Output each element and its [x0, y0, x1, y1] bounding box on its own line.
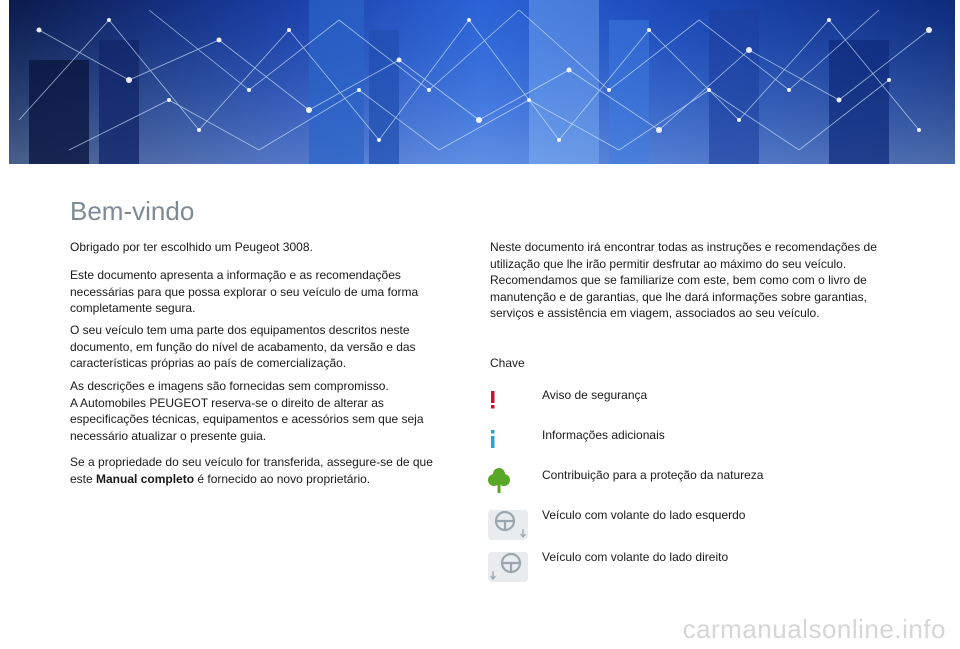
legend-item-nature-protection: [487, 467, 907, 507]
disclaimer-line-1: As descrições e imagens são fornecidas sem compromisso.: [70, 379, 389, 393]
legend-item-right-hand-drive: [487, 549, 907, 589]
disclaimer-line-2: A Automobiles PEUGEOT reserva-se o direito de alterar as especificações técnicas, equipamentos e acessórios sem que seja necessário atualizar o presente guia.: [70, 395, 424, 443]
left-hand-drive-icon: [487, 507, 529, 547]
legend-label-safety-warning: Aviso de segurança: [542, 388, 648, 402]
disclaimer-paragraph: [70, 378, 450, 444]
legend-item-additional-info: [487, 427, 907, 467]
info-icon: [487, 427, 529, 467]
legend-label-right-hand-drive: Veículo com volante do lado direito: [542, 550, 729, 564]
page-title: Bem-vindo: [70, 196, 195, 226]
ownership-text-post: é fornecido ao novo proprietário.: [194, 471, 371, 486]
legend-item-safety-warning: [487, 387, 907, 427]
intro-paragraph: Obrigado por ter escolhido um Peugeot 3008.: [70, 240, 313, 254]
complete-manual-emphasis: Manual completo: [96, 471, 195, 486]
legend-title: Chave: [490, 356, 525, 370]
warning-exclamation-icon: [487, 387, 529, 427]
right-hand-drive-icon: [487, 549, 529, 589]
legend-label-additional-info: Informações adicionais: [542, 428, 665, 442]
legend-item-left-hand-drive: [487, 507, 907, 547]
document-purpose-paragraph: Este documento apresenta a informação e as recomendações necessárias para que possa explorar o seu veículo de uma forma completamente segura.: [70, 268, 419, 315]
legend-label-nature-protection: Contribuição para a proteção da natureza: [542, 468, 764, 482]
city-network-illustration: [9, 0, 955, 164]
legend-label-left-hand-drive: Veículo com volante do lado esquerdo: [542, 508, 746, 522]
watermark-text: carmanualsonline.info: [682, 614, 946, 644]
tree-icon: [487, 467, 529, 507]
ownership-transfer-paragraph: [70, 454, 445, 487]
document-contents-paragraph: Neste documento irá encontrar todas as instruções e recomendações de utilização que lhe irão permitir desfrutar ao máximo do seu veículo. Recomendamos que se familiarize com este, bem como com o livro de manutenção e de garantias, que lhe dará informações sobre garantias, serviços e assistência em viagem, associados ao seu veículo.: [490, 240, 877, 320]
header-banner-image: [9, 0, 955, 164]
equipment-paragraph: O seu veículo tem uma parte dos equipamentos descritos neste documento, em função do nível de acabamento, da versão e das características próprias ao país de comercialização.: [70, 323, 416, 370]
ownership-text-pre: Se a propriedade do seu veículo for transferida, assegure-se de que este: [70, 455, 433, 486]
